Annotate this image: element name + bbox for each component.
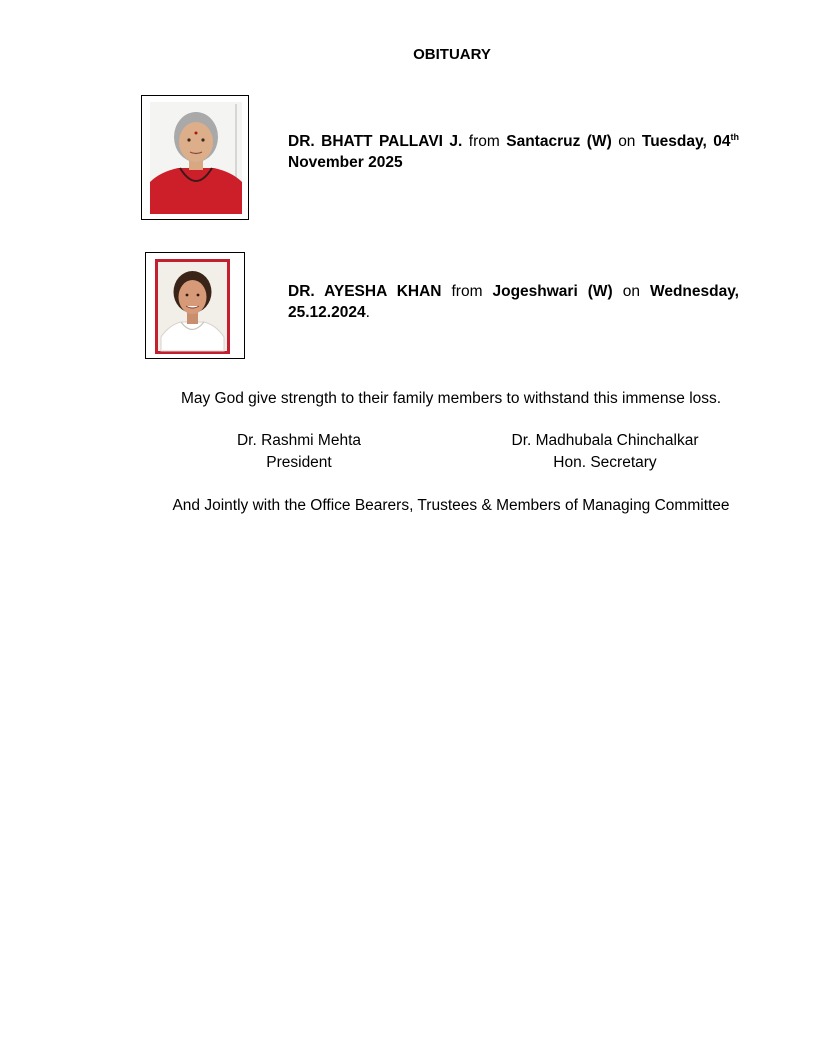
signatory-role: President: [266, 454, 332, 471]
condolence-message: May God give strength to their family members to withstand this immense loss.: [180, 390, 722, 407]
footer-note: And Jointly with the Office Bearers, Trustees & Members of Managing Committee: [172, 497, 730, 514]
signatory-secretary: [480, 430, 730, 474]
from-word: from: [451, 283, 483, 300]
day: Wednesday,: [649, 283, 739, 300]
signatory-name: Dr. Madhubala Chinchalkar: [511, 432, 699, 449]
signatory-name: Dr. Rashmi Mehta: [236, 432, 362, 449]
portrait-photo-icon: [155, 259, 230, 354]
portrait-photo-icon: [150, 102, 242, 214]
deceased-name: DR. AYESHA KHAN: [288, 283, 442, 300]
date-rest: November 2025: [288, 154, 403, 171]
place: Jogeshwari (W): [492, 283, 613, 300]
signatory-role: Hon. Secretary: [553, 454, 657, 471]
signatory-president: [200, 430, 398, 474]
place: Santacruz (W): [506, 133, 612, 150]
page-title: OBITUARY: [413, 46, 491, 63]
on-word: on: [618, 133, 636, 150]
on-word: on: [622, 283, 640, 300]
date-suffix: th: [730, 132, 739, 142]
date-day: 04: [713, 133, 731, 150]
portrait-photo-2: [145, 252, 245, 359]
sentence-end: .: [365, 304, 370, 321]
obituary-entry-2: [288, 281, 739, 323]
portrait-photo-1: [141, 95, 249, 220]
obituary-entry-1: [288, 131, 739, 173]
deceased-name: DR. BHATT PALLAVI J.: [288, 133, 463, 150]
day: Tuesday,: [641, 133, 707, 150]
from-word: from: [468, 133, 500, 150]
date: 25.12.2024: [288, 304, 366, 321]
